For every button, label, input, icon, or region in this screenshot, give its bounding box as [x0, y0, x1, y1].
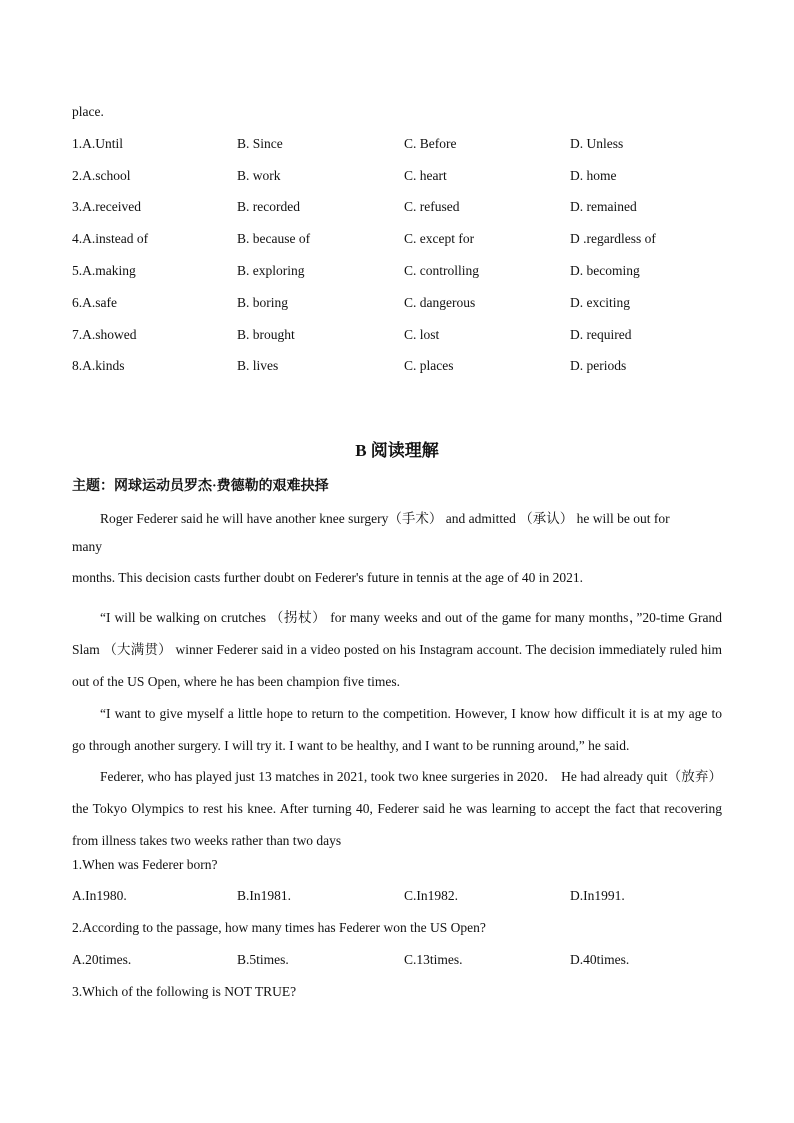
cloze-option-row-6 — [72, 295, 732, 315]
cloze-option-row-4 — [72, 231, 732, 251]
question-2-options — [72, 952, 732, 972]
option-c: C. refused — [404, 199, 460, 214]
option-b: B.5times. — [237, 952, 289, 967]
option-b: B. Since — [237, 136, 283, 151]
option-a: A.20times. — [72, 952, 132, 967]
question-stem: 3.Which of the following is NOT TRUE? — [72, 984, 297, 999]
option-a: 4.A.instead of — [72, 231, 149, 246]
option-c: C. heart — [404, 168, 447, 183]
question-stem: 2.According to the passage, how many times has Federer won the US Open? — [72, 920, 486, 935]
option-b: B. because of — [237, 231, 311, 246]
option-a: 6.A.safe — [72, 295, 117, 310]
option-b: B. lives — [237, 358, 279, 373]
paragraph-4: Federer, who has played just 13 matches in 2021, took two knee surgeries in 2020． He had already quit（放弃）the Tokyo Olympics to rest his knee. After turning 40, Federer said he was learning to accept the fact that recovering from illness takes two weeks rather than two days — [72, 769, 722, 848]
option-c: C. Before — [404, 136, 457, 151]
paragraph-1-line-3: months. This decision casts further doubt on Federer's future in tennis at the age of 40 in 2021. — [72, 570, 583, 585]
paragraph-1-line-2: many — [72, 539, 102, 554]
option-c: C. places — [404, 358, 454, 373]
option-a: A.In1980. — [72, 888, 127, 903]
option-d: D. periods — [570, 358, 627, 373]
option-d: D. required — [570, 327, 632, 342]
section-theme: 主题：网球运动员罗杰·费德勒的艰难抉择 — [72, 479, 329, 494]
paragraph-2: “I will be walking on crutches （拐杖） for many weeks and out of the game for many months，”20-time Grand Slam （大满贯） winner Federer said in a video posted on his Instagram account. The decision immediately ruled him out of the US Open, where he has been champion five times. — [72, 610, 722, 689]
cloze-option-row-3 — [72, 199, 732, 219]
question-stem: 1.When was Federer born? — [72, 857, 218, 872]
cloze-option-row-2 — [72, 168, 732, 188]
option-b: B. brought — [237, 327, 295, 342]
option-d: D.40times. — [570, 952, 630, 967]
option-a: 1.A.Until — [72, 136, 124, 151]
option-d: D. remained — [570, 199, 637, 214]
option-a: 3.A.received — [72, 199, 141, 214]
option-b: B. work — [237, 168, 281, 183]
option-a: 8.A.kinds — [72, 358, 125, 373]
paragraph-1-line-1: Roger Federer said he will have another knee surgery（手术） and admitted （承认） he will be out for — [100, 511, 670, 526]
option-a: 7.A.showed — [72, 327, 137, 342]
cloze-option-row-7 — [72, 327, 732, 347]
option-b: B.In1981. — [237, 888, 291, 903]
cloze-option-row-8 — [72, 358, 732, 378]
option-c: C.In1982. — [404, 888, 458, 903]
option-d: D. home — [570, 168, 617, 183]
paragraph-3: “I want to give myself a little hope to return to the competition. However, I know how difficult it is at my age to go through another surgery. I will try it. I want to be healthy, and I want to be running around,” he said. — [72, 706, 722, 753]
option-a: 5.A.making — [72, 263, 136, 278]
option-b: B. exploring — [237, 263, 305, 278]
option-d: D.In1991. — [570, 888, 625, 903]
cloze-option-row-5 — [72, 263, 732, 283]
option-d: D. Unless — [570, 136, 624, 151]
section-title: B 阅读理解 — [355, 441, 439, 460]
question-1-options — [72, 888, 732, 908]
option-c: C. lost — [404, 327, 440, 342]
cloze-option-row-1 — [72, 136, 732, 156]
option-c: C. except for — [404, 231, 475, 246]
option-d: D .regardless of — [570, 231, 656, 246]
option-c: C. dangerous — [404, 295, 476, 310]
option-b: B. boring — [237, 295, 289, 310]
option-c: C. controlling — [404, 263, 479, 278]
option-a: 2.A.school — [72, 168, 131, 183]
option-d: D. becoming — [570, 263, 640, 278]
option-c: C.13times. — [404, 952, 463, 967]
option-d: D. exciting — [570, 295, 630, 310]
option-b: B. recorded — [237, 199, 300, 214]
top-fragment: place. — [72, 104, 104, 119]
